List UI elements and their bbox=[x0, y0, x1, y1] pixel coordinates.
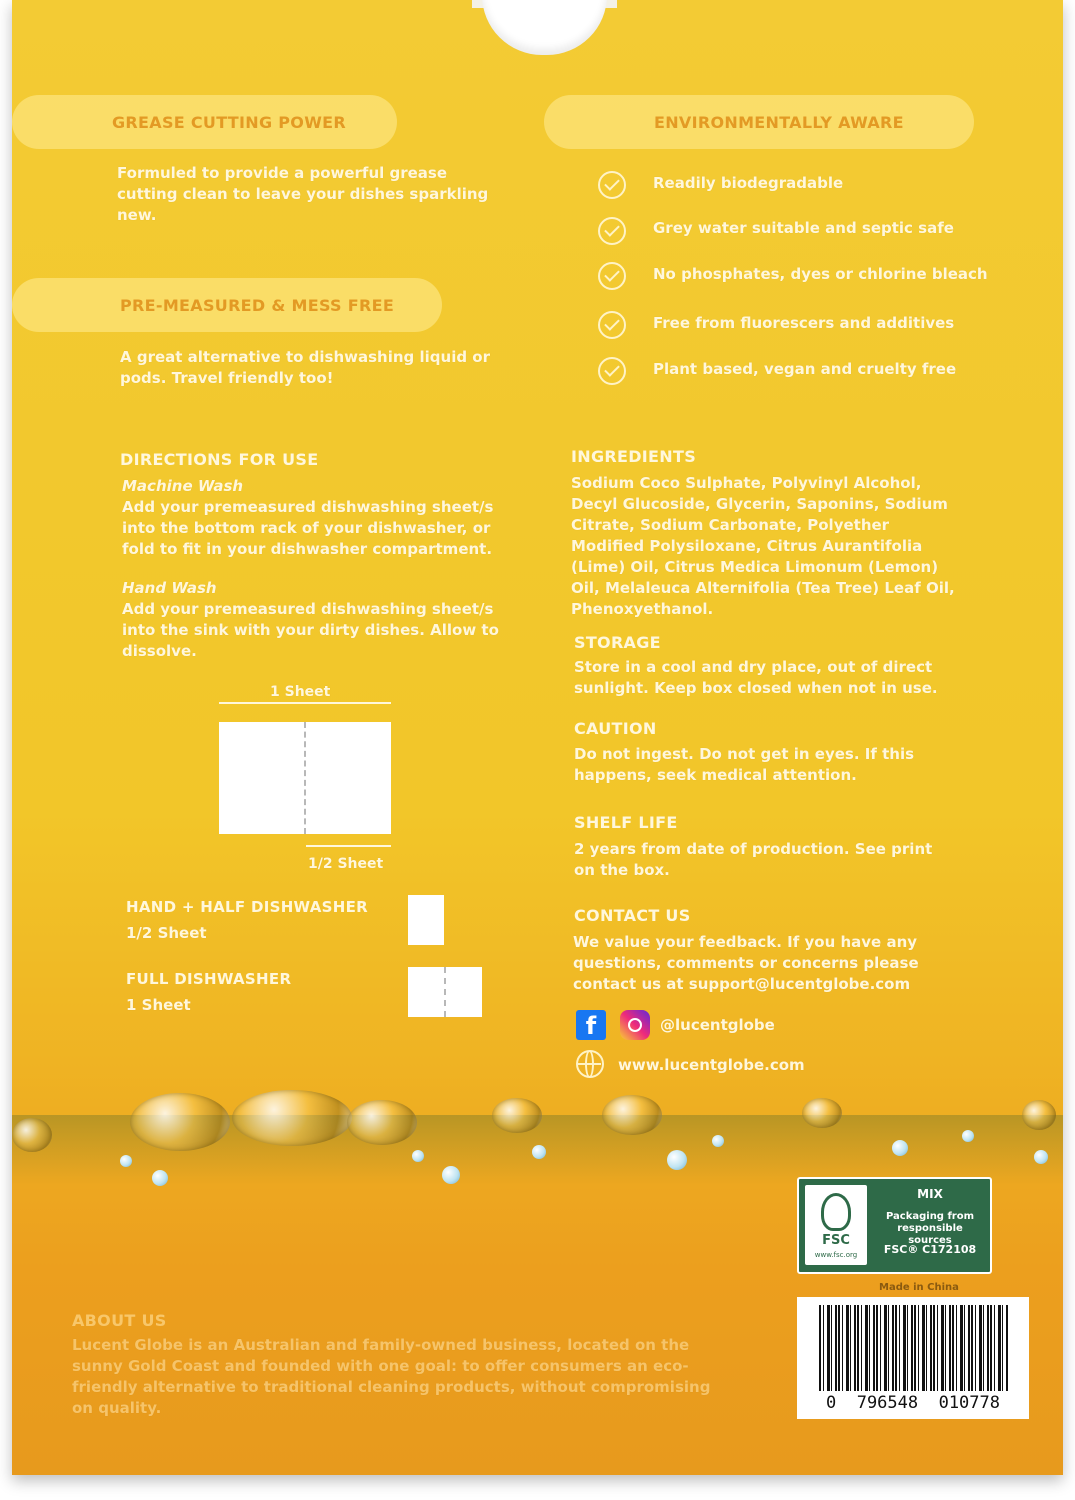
premeasured-pill bbox=[12, 278, 442, 332]
premeasured-body: A great alternative to dishwashing liquid or pods. Travel friendly too! bbox=[120, 348, 490, 387]
premeasured-title: PRE-MEASURED & MESS FREE bbox=[120, 295, 395, 315]
check-icon bbox=[598, 217, 626, 245]
instagram-icon[interactable] bbox=[620, 1010, 650, 1040]
small-bubble bbox=[412, 1150, 424, 1162]
directions-title: DIRECTIONS FOR USE bbox=[120, 450, 319, 469]
contact-title: CONTACT US bbox=[574, 906, 691, 925]
bubble bbox=[12, 1118, 52, 1152]
ingredients-body: Sodium Coco Sulphate, Polyvinyl Alcohol, Decyl Glucoside, Glycerin, Saponins, Sodium Citrate, Sodium Carbonate, Polyether Modified Polysiloxane, Citrus Aurantifolia (Lime) Oil, Citrus Medica Limonum (Lemon) Oil, Melaleuca Alternifolia (Tea Tree) Leaf Oil, Phenoxyethanol. bbox=[571, 474, 955, 618]
machine-body: Add your premeasured dishwashing sheet/s into the bottom rack of your dishwasher, or fold to fit in your dishwasher compartment. bbox=[122, 498, 494, 558]
env-item: No phosphates, dyes or chlorine bleach bbox=[653, 265, 988, 283]
grease-title: GREASE CUTTING POWER bbox=[112, 112, 346, 132]
website-link[interactable]: www.lucentglobe.com bbox=[618, 1056, 805, 1074]
small-bubble bbox=[442, 1166, 460, 1184]
product-box-back bbox=[12, 0, 1063, 1475]
half-sheet-icon bbox=[408, 895, 444, 945]
fsc-logo bbox=[805, 1185, 867, 1265]
fsc-mix: MIX bbox=[917, 1187, 943, 1201]
globe-icon bbox=[576, 1050, 604, 1078]
check-icon bbox=[598, 357, 626, 385]
shelf-body: 2 years from date of production. See print on the box. bbox=[574, 840, 933, 879]
made-in: Made in China bbox=[879, 1282, 959, 1293]
barcode bbox=[797, 1297, 1029, 1419]
fold-line bbox=[304, 722, 306, 834]
grease-pill bbox=[12, 95, 397, 149]
hand-half-title: HAND + HALF DISHWASHER bbox=[126, 898, 368, 916]
diagram-full-label: 1 Sheet bbox=[270, 684, 331, 700]
half-width-line bbox=[306, 845, 391, 847]
fsc-code: FSC® C172108 bbox=[883, 1243, 977, 1256]
check-icon bbox=[598, 262, 626, 290]
env-item: Plant based, vegan and cruelty free bbox=[653, 360, 957, 378]
machine-wash bbox=[122, 476, 512, 560]
small-bubble bbox=[712, 1135, 724, 1147]
ingredients-title: INGREDIENTS bbox=[571, 447, 697, 466]
about-body: Lucent Globe is an Australian and family-owned business, located on the sunny Gold Coast and founded with one goal: to offer consumers an eco-friendly alternative to traditional cleaning products, without compromising on quality. bbox=[72, 1336, 711, 1417]
small-bubble bbox=[962, 1130, 974, 1142]
bubble bbox=[130, 1093, 230, 1151]
env-pill bbox=[544, 95, 974, 149]
bubble bbox=[1022, 1100, 1056, 1130]
storage-body: Store in a cool and dry place, out of direct sunlight. Keep box closed when not in use. bbox=[574, 658, 938, 697]
fsc-packaging: Packaging from responsible sources bbox=[885, 1211, 975, 1246]
storage-title: STORAGE bbox=[574, 633, 661, 652]
tree-icon bbox=[821, 1193, 851, 1231]
bubble bbox=[802, 1098, 842, 1128]
small-bubble bbox=[120, 1155, 132, 1167]
small-bubble bbox=[532, 1145, 546, 1159]
about-title: ABOUT US bbox=[72, 1311, 167, 1330]
bubble bbox=[232, 1090, 352, 1146]
hand-wash bbox=[122, 578, 512, 662]
bubble bbox=[602, 1095, 662, 1135]
env-item: Readily biodegradable bbox=[653, 174, 844, 192]
social-handle[interactable]: @lucentglobe bbox=[660, 1016, 775, 1034]
small-bubble bbox=[892, 1140, 908, 1156]
small-bubble bbox=[152, 1170, 168, 1186]
facebook-icon[interactable]: f bbox=[576, 1010, 606, 1040]
barcode-bars bbox=[819, 1305, 1009, 1391]
full-title: FULL DISHWASHER bbox=[126, 970, 292, 988]
caution-body: Do not ingest. Do not get in eyes. If this happens, seek medical attention. bbox=[574, 745, 915, 784]
fsc-site: www.fsc.org bbox=[814, 1251, 858, 1259]
fsc-logo-text: FSC bbox=[822, 1233, 850, 1248]
bubble bbox=[492, 1098, 542, 1133]
fsc-label bbox=[797, 1177, 992, 1274]
shelf-title: SHELF LIFE bbox=[574, 813, 678, 832]
full-amount: 1 Sheet bbox=[126, 996, 191, 1014]
bubble bbox=[347, 1100, 417, 1145]
full-width-line bbox=[219, 702, 391, 704]
box-notch bbox=[482, 0, 607, 55]
contact-body: We value your feedback. If you have any questions, comments or concerns please contact us at support@lucentglobe.com bbox=[573, 933, 919, 993]
hand-title: Hand Wash bbox=[122, 579, 217, 597]
check-icon bbox=[598, 311, 626, 339]
small-bubble bbox=[1034, 1150, 1048, 1164]
env-item: Free from fluorescers and additives bbox=[653, 314, 955, 332]
diagram-half-label: 1/2 Sheet bbox=[308, 856, 384, 872]
env-item: Grey water suitable and septic safe bbox=[653, 219, 954, 237]
hand-body: Add your premeasured dishwashing sheet/s into the sink with your dirty dishes. Allow to dissolve. bbox=[122, 600, 499, 660]
machine-title: Machine Wash bbox=[122, 477, 244, 495]
small-bubble bbox=[667, 1150, 687, 1170]
grease-body: Formuled to provide a powerful grease cutting clean to leave your dishes sparkling new. bbox=[117, 164, 489, 224]
env-title: ENVIRONMENTALLY AWARE bbox=[654, 112, 904, 132]
hand-half-amount: 1/2 Sheet bbox=[126, 924, 207, 942]
barcode-number: 0 796548 010778 bbox=[826, 1393, 1000, 1413]
caution-title: CAUTION bbox=[574, 719, 657, 738]
full-sheet-fold bbox=[444, 967, 446, 1017]
check-icon bbox=[598, 171, 626, 199]
